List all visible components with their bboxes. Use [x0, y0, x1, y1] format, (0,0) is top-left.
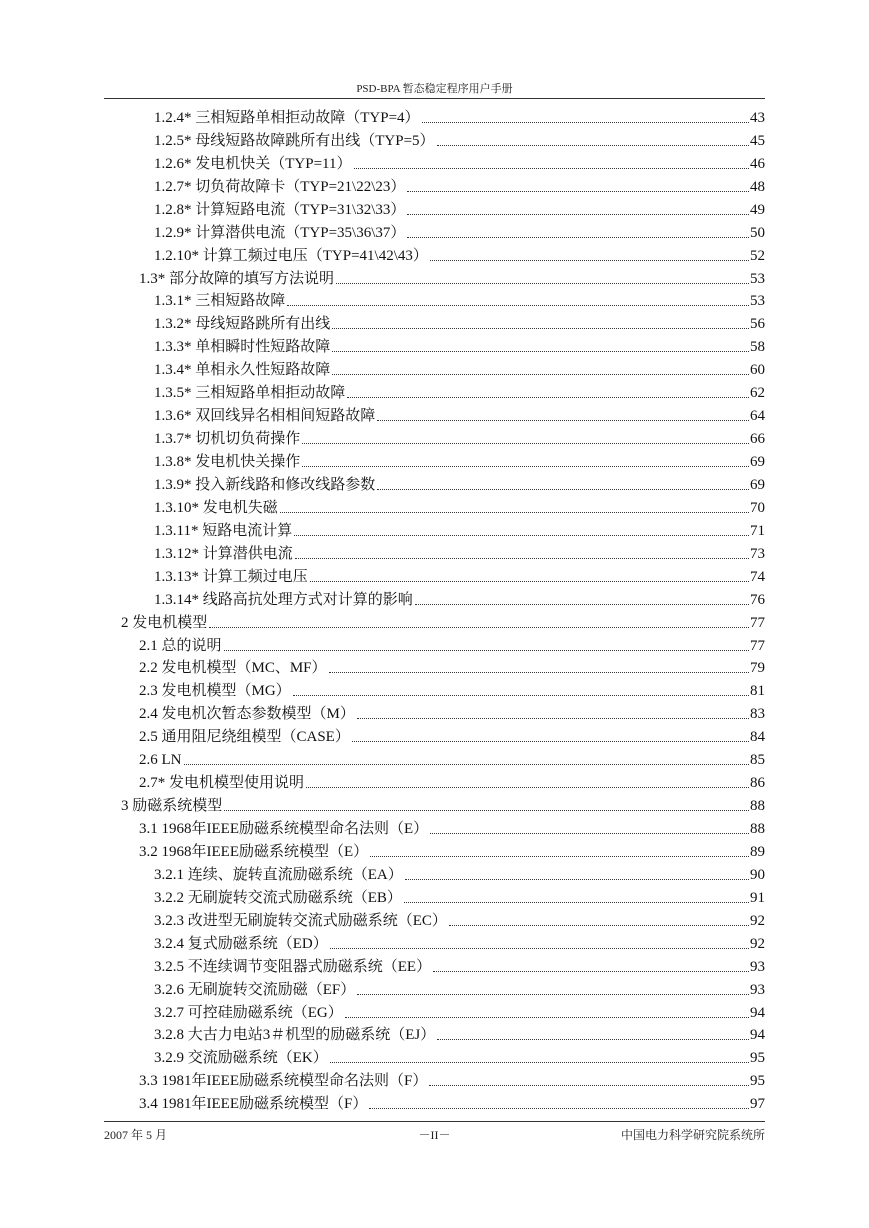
toc-entry-page: 53 [750, 270, 765, 287]
toc-entry-page: 95 [750, 1050, 765, 1067]
toc-entry-page: 48 [750, 178, 765, 195]
toc-entry-page: 76 [750, 591, 765, 608]
toc-entry-title: 3.2.9 交流励磁系统（EK） [154, 1050, 328, 1067]
toc-entry[interactable] [104, 953, 765, 976]
toc-entry-page: 93 [750, 958, 765, 975]
toc-entry-page: 74 [750, 568, 765, 585]
toc-entry-title: 1.3.11* 短路电流计算 [154, 522, 293, 539]
toc-dot-leader [377, 420, 749, 421]
toc-entry[interactable] [104, 723, 765, 746]
toc-entry-page: 88 [750, 821, 765, 837]
toc-dot-leader [433, 971, 749, 972]
toc-dot-leader [405, 879, 749, 880]
toc-entry[interactable] [104, 930, 765, 953]
toc-entry-page: 50 [750, 224, 765, 241]
toc-entry-title: 3.2 1968年IEEE励磁系统模型（E） [139, 843, 369, 860]
toc-entry-title: 1.3.12* 计算潜供电流 [154, 545, 293, 562]
toc-entry[interactable] [104, 861, 765, 884]
toc-entry-title: 2.6 LN [139, 752, 182, 769]
toc-dot-leader [332, 328, 749, 329]
toc-entry-page: 90 [750, 866, 765, 883]
toc-entry[interactable] [104, 356, 765, 379]
toc-entry[interactable] [104, 815, 765, 838]
toc-dot-leader [430, 833, 749, 834]
toc-entry-page: 70 [750, 499, 765, 516]
toc-entry-page: 94 [750, 1004, 765, 1021]
toc-entry[interactable] [104, 402, 765, 425]
toc-entry-page: 81 [750, 683, 765, 700]
toc-dot-leader [449, 925, 749, 926]
toc-entry-title: 3.2.8 大古力电站3＃机型的励磁系统（EJ） [154, 1027, 436, 1044]
toc-dot-leader [330, 1062, 749, 1063]
toc-dot-leader [280, 512, 749, 513]
toc-entry-title: 3.3 1981年IEEE励磁系统模型命名法则（F） [139, 1073, 428, 1090]
toc-entry[interactable] [104, 586, 765, 609]
toc-entry[interactable] [104, 448, 765, 471]
toc-entry-title: 1.2.5* 母线短路故障跳所有出线（TYP=5） [154, 132, 435, 149]
toc-dot-leader [345, 1017, 749, 1018]
toc-entry-title: 1.3.7* 切机切负荷操作 [154, 431, 301, 448]
toc-entry-page: 92 [750, 935, 765, 952]
header-divider [104, 98, 765, 99]
toc-dot-leader [332, 374, 749, 375]
toc-entry[interactable] [104, 563, 765, 586]
toc-entry[interactable] [104, 632, 765, 655]
toc-entry[interactable] [104, 1022, 765, 1045]
toc-entry-title: 1.2.4* 三相短路单相拒动故障（TYP=4） [154, 109, 420, 126]
toc-entry-page: 92 [750, 912, 765, 929]
table-of-contents [104, 104, 765, 1113]
toc-entry[interactable] [104, 700, 765, 723]
toc-entry[interactable] [104, 310, 765, 333]
toc-dot-leader [209, 627, 749, 628]
footer-divider [104, 1121, 765, 1122]
toc-entry-page: 62 [750, 385, 765, 402]
toc-dot-leader [357, 718, 749, 719]
toc-entry-title: 2.1 总的说明 [139, 637, 222, 654]
toc-entry[interactable] [104, 746, 765, 769]
toc-entry[interactable] [104, 471, 765, 494]
toc-entry-title: 1.3.2* 母线短路跳所有出线 [154, 316, 331, 333]
toc-dot-leader [310, 581, 749, 582]
toc-entry[interactable] [104, 333, 765, 356]
toc-entry-page: 43 [750, 109, 765, 126]
toc-entry[interactable] [104, 1067, 765, 1090]
toc-entry-page: 66 [750, 431, 765, 448]
toc-entry-title: 2.3 发电机模型（MG） [139, 683, 291, 700]
toc-entry-page: 86 [750, 775, 765, 792]
toc-entry[interactable] [104, 1044, 765, 1067]
toc-entry[interactable] [104, 609, 765, 632]
toc-entry[interactable] [104, 242, 765, 265]
toc-dot-leader [354, 168, 750, 169]
toc-entry[interactable] [104, 288, 765, 311]
toc-entry-page: 56 [750, 316, 765, 333]
toc-dot-leader [329, 672, 749, 673]
toc-entry-title: 3.1 1968年IEEE励磁系统模型命名法则（E） [139, 821, 429, 837]
toc-entry-page: 95 [750, 1073, 765, 1090]
toc-entry-title: 1.3.1* 三相短路故障 [154, 293, 286, 310]
toc-entry[interactable] [104, 104, 765, 127]
toc-dot-leader [224, 650, 749, 651]
toc-entry-page: 77 [750, 637, 765, 654]
toc-entry-title: 1.3.13* 计算工频过电压 [154, 568, 308, 585]
toc-entry-page: 45 [750, 132, 765, 149]
toc-entry-title: 1.3.6* 双回线异名相相间短路故障 [154, 408, 376, 425]
running-header: PSD-BPA 暂态稳定程序用户手册 [356, 83, 513, 95]
toc-dot-leader [352, 741, 749, 742]
toc-dot-leader [302, 443, 749, 444]
toc-dot-leader [306, 787, 749, 788]
toc-entry[interactable] [104, 1090, 765, 1113]
toc-entry-page: 53 [750, 293, 765, 310]
toc-dot-leader [422, 122, 749, 123]
toc-dot-leader [293, 695, 749, 696]
toc-entry-title: 1.2.10* 计算工频过电压（TYP=41\42\43） [154, 247, 428, 264]
toc-entry[interactable] [104, 127, 765, 150]
toc-dot-leader [407, 237, 749, 238]
toc-entry-title: 1.2.6* 发电机快关（TYP=11） [154, 155, 352, 172]
toc-entry-page: 69 [750, 454, 765, 470]
toc-entry-page: 73 [750, 545, 765, 562]
toc-entry-page: 88 [750, 798, 765, 815]
toc-entry-title: 1.3* 部分故障的填写方法说明 [139, 270, 335, 287]
toc-entry-title: 3.4 1981年IEEE励磁系统模型（F） [139, 1096, 368, 1113]
toc-dot-leader [430, 260, 749, 261]
toc-entry-page: 77 [750, 614, 765, 631]
toc-entry-page: 89 [750, 843, 765, 860]
toc-entry-title: 2 发电机模型 [121, 614, 208, 631]
toc-dot-leader [415, 604, 749, 605]
toc-entry-title: 1.3.8* 发电机快关操作 [154, 454, 301, 470]
toc-entry-title: 1.3.10* 发电机失磁 [154, 499, 278, 516]
toc-entry[interactable] [104, 196, 765, 219]
toc-dot-leader [302, 466, 749, 467]
toc-entry-title: 2.2 发电机模型（MC、MF） [139, 660, 327, 677]
toc-entry-page: 91 [750, 889, 765, 906]
toc-entry-page: 79 [750, 660, 765, 677]
toc-dot-leader [437, 1039, 749, 1040]
toc-entry-page: 84 [750, 729, 765, 746]
toc-entry-title: 1.3.9* 投入新线路和修改线路参数 [154, 476, 376, 493]
toc-entry[interactable] [104, 150, 765, 173]
toc-dot-leader [184, 764, 750, 765]
toc-dot-leader [336, 283, 749, 284]
toc-entry[interactable] [104, 907, 765, 930]
toc-dot-leader [404, 902, 749, 903]
toc-entry-page: 64 [750, 408, 765, 425]
toc-entry-page: 52 [750, 247, 765, 264]
toc-entry-title: 3.2.6 无刷旋转交流励磁（EF） [154, 981, 356, 998]
toc-dot-leader [429, 1085, 749, 1086]
toc-entry-page: 71 [750, 522, 765, 539]
toc-dot-leader [407, 191, 749, 192]
toc-entry-page: 93 [750, 981, 765, 998]
toc-dot-leader [377, 489, 749, 490]
toc-dot-leader [437, 145, 749, 146]
toc-entry-title: 2.7* 发电机模型使用说明 [139, 775, 305, 792]
toc-entry-title: 3.2.1 连续、旋转直流励磁系统（EA） [154, 866, 403, 883]
toc-entry[interactable] [104, 999, 765, 1022]
toc-entry[interactable] [104, 265, 765, 288]
toc-entry-title: 2.5 通用阻尼绕组模型（CASE） [139, 729, 350, 746]
toc-entry-page: 60 [750, 362, 765, 379]
toc-entry-title: 1.3.3* 单相瞬时性短路故障 [154, 339, 331, 356]
toc-entry-page: 85 [750, 752, 765, 769]
toc-entry[interactable] [104, 517, 765, 540]
toc-entry[interactable] [104, 425, 765, 448]
toc-entry[interactable] [104, 838, 765, 861]
toc-dot-leader [224, 810, 749, 811]
toc-entry[interactable] [104, 677, 765, 700]
toc-dot-leader [370, 856, 749, 857]
toc-dot-leader [357, 994, 749, 995]
toc-entry-title: 1.2.9* 计算潜供电流（TYP=35\36\37） [154, 224, 406, 241]
toc-entry-title: 1.3.5* 三相短路单相拒动故障 [154, 385, 346, 402]
footer-date: 2007 年 5 月 [104, 1128, 168, 1142]
toc-dot-leader [330, 948, 749, 949]
toc-entry[interactable] [104, 655, 765, 678]
toc-entry-title: 1.3.14* 线路高抗处理方式对计算的影响 [154, 591, 413, 608]
toc-entry[interactable] [104, 173, 765, 196]
toc-dot-leader [332, 351, 749, 352]
toc-entry[interactable] [104, 494, 765, 517]
toc-entry-page: 83 [750, 706, 765, 723]
toc-entry-title: 3.2.7 可控硅励磁系统（EG） [154, 1004, 343, 1021]
toc-entry-page: 46 [750, 155, 765, 172]
footer-organization: 中国电力科学研究院系统所 [620, 1128, 765, 1142]
toc-entry-page: 94 [750, 1027, 765, 1044]
toc-dot-leader [295, 558, 749, 559]
toc-entry-title: 1.2.7* 切负荷故障卡（TYP=21\22\23） [154, 178, 406, 195]
toc-entry[interactable] [104, 379, 765, 402]
toc-entry-title: 3.2.5 不连续调节变阻器式励磁系统（EE） [154, 958, 432, 975]
toc-dot-leader [294, 535, 749, 536]
toc-entry-title: 3 励磁系统模型 [121, 798, 223, 815]
toc-entry-title: 3.2.2 无刷旋转交流式励磁系统（EB） [154, 889, 402, 906]
toc-entry-title: 1.3.4* 单相永久性短路故障 [154, 362, 331, 379]
toc-entry-title: 2.4 发电机次暂态参数模型（M） [139, 706, 355, 723]
toc-entry-title: 3.2.4 复式励磁系统（ED） [154, 935, 328, 952]
toc-dot-leader [347, 397, 749, 398]
toc-entry-page: 58 [750, 339, 765, 356]
toc-entry[interactable] [104, 540, 765, 563]
toc-entry[interactable] [104, 884, 765, 907]
toc-dot-leader [407, 214, 749, 215]
toc-dot-leader [369, 1108, 749, 1109]
toc-entry[interactable] [104, 976, 765, 999]
footer-page-number: －II－ [418, 1128, 451, 1142]
toc-entry-page: 49 [750, 201, 765, 218]
toc-entry[interactable] [104, 769, 765, 792]
toc-entry-title: 3.2.3 改进型无刷旋转交流式励磁系统（EC） [154, 912, 447, 929]
toc-entry[interactable] [104, 219, 765, 242]
toc-entry-page: 97 [750, 1096, 765, 1113]
toc-dot-leader [287, 305, 749, 306]
toc-entry[interactable] [104, 792, 765, 815]
toc-entry-page: 69 [750, 476, 765, 493]
toc-entry-title: 1.2.8* 计算短路电流（TYP=31\32\33） [154, 201, 406, 218]
